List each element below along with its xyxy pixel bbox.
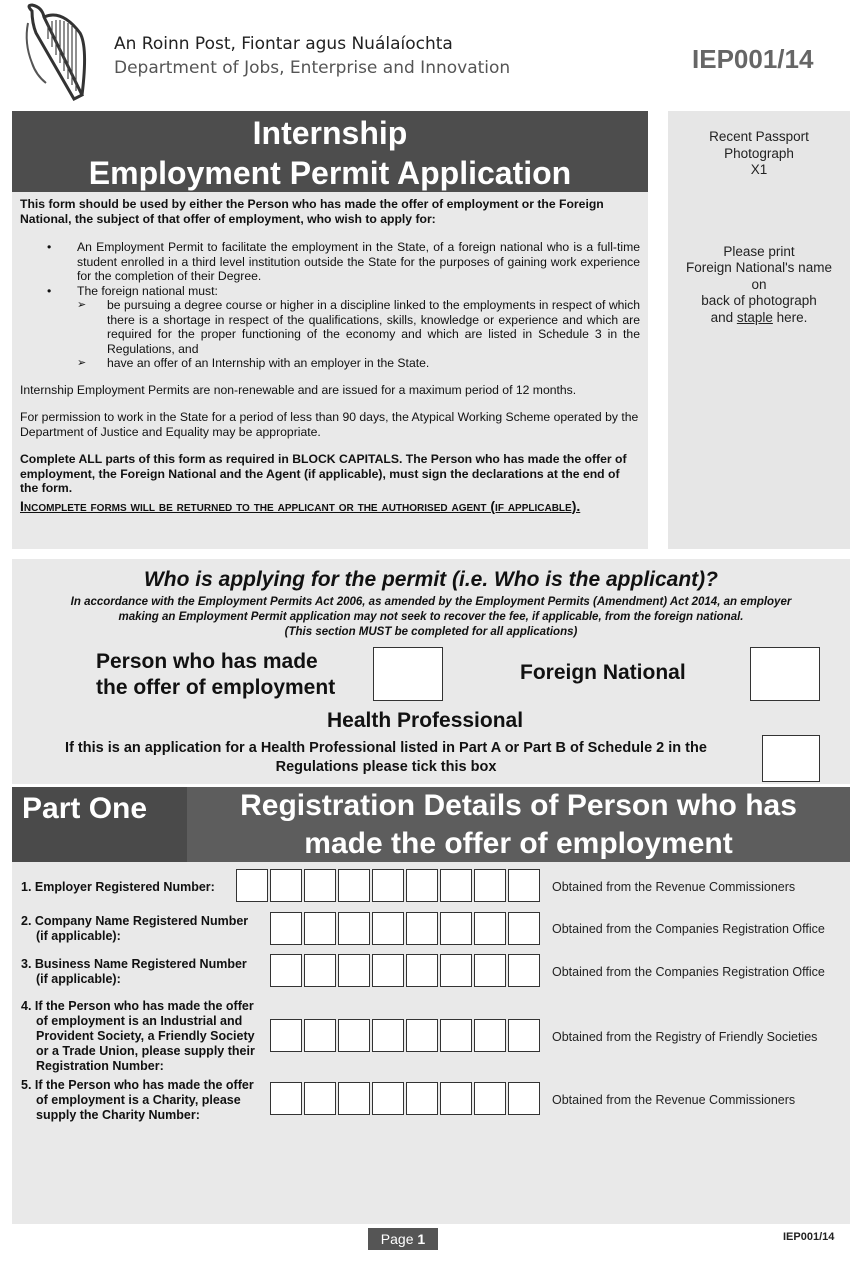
char-box[interactable]: [270, 912, 302, 945]
char-box[interactable]: [338, 1082, 370, 1115]
photo-instr-line4: back of photograph: [701, 293, 817, 308]
field-company-name-registered-number-label: [21, 914, 248, 944]
char-box[interactable]: [508, 869, 540, 902]
char-box[interactable]: [508, 954, 540, 987]
field-label-text: 2. Company Name Registered Number: [21, 914, 249, 928]
applicant-section: [12, 559, 850, 784]
page-number: [368, 1228, 438, 1250]
footer-form-code: IEP001/14: [783, 1231, 835, 1243]
incomplete-forms-warning: [20, 498, 640, 515]
field-label-text: of employment is an Industrial and: [36, 1014, 243, 1028]
part-one-label: [12, 787, 187, 862]
char-box[interactable]: [270, 954, 302, 987]
passport-photo-box: [668, 111, 850, 549]
department-name-irish: An Roinn Post, Fiontar agus Nuálaíochta: [114, 34, 453, 54]
field-label-text: of employment is a Charity, please: [36, 1093, 241, 1107]
field-label-text: (if applicable):: [36, 972, 121, 986]
char-box[interactable]: [474, 954, 506, 987]
field-label-text: supply the Charity Number:: [36, 1108, 200, 1122]
option-person-label: [96, 649, 335, 701]
list-item: • The foreign national must:: [20, 284, 640, 299]
char-box[interactable]: [270, 1082, 302, 1115]
field-source-note: Obtained from the Companies Registration Office: [552, 965, 825, 979]
field-friendly-society-number-label: [21, 999, 255, 1074]
part-one-label-text: Part One: [22, 792, 148, 825]
char-box[interactable]: [406, 869, 438, 902]
photo-label-line2: Photograph: [724, 145, 794, 161]
form-title-line1: Internship: [252, 115, 408, 151]
applicant-subtext: [12, 595, 850, 640]
applicant-subtext-line2: making an Employment Permit application may not seek to recover the fee, if applicable, from the foreign national.: [118, 611, 744, 623]
field-label-text: (if applicable):: [36, 929, 121, 943]
char-box[interactable]: [508, 1019, 540, 1052]
field-source-note: Obtained from the Revenue Commissioners: [552, 880, 796, 894]
char-box[interactable]: [474, 1019, 506, 1052]
applicant-subtext-line1: In accordance with the Employment Permits Act 2006, as amended by the Employment Permits (Amendment) Act 2014, an employer: [70, 596, 792, 608]
char-box[interactable]: [440, 1019, 472, 1052]
option-person-label-line2: the offer of employment: [96, 676, 336, 699]
department-name-english: Department of Jobs, Enterprise and Innovation: [114, 58, 511, 78]
char-box[interactable]: [508, 912, 540, 945]
char-box[interactable]: [338, 869, 370, 902]
intro-panel: [12, 192, 648, 549]
char-box[interactable]: [304, 1019, 336, 1052]
form-title-line2: Employment Permit Application: [88, 155, 572, 191]
health-professional-note: [26, 739, 746, 777]
char-box[interactable]: [304, 1082, 336, 1115]
list-item: ➢ be pursuing a degree course or higher in a discipline linked to the employments in respect of which there is a shortage in respect of the qualifications, skills, knowledge or experience and which are required for the proper functioning of the economy and which are listed in Schedule 3 in the Regulations, and: [20, 298, 640, 356]
field-label-text: Registration Number:: [36, 1059, 164, 1073]
char-box[interactable]: [508, 1082, 540, 1115]
intro-para-non-renewable: Internship Employment Permits are non-renewable and are issued for a maximum period of 12 months.: [20, 382, 577, 397]
photo-instr-line1: Please print: [723, 243, 795, 259]
char-box[interactable]: [236, 869, 268, 902]
photo-instr-line2: Foreign National's name: [686, 260, 832, 275]
char-box[interactable]: [406, 912, 438, 945]
field-source-note: Obtained from the Registry of Friendly Societies: [552, 1030, 818, 1044]
char-box[interactable]: [270, 1019, 302, 1052]
page-label: Page: [380, 1231, 414, 1247]
field-label-text: 5. If the Person who has made the offer: [21, 1078, 254, 1092]
employer-registered-number-input[interactable]: [236, 869, 542, 902]
photo-instr-line3: on: [751, 276, 767, 292]
form-title: [12, 111, 648, 192]
intro-para-block-capitals: Complete ALL parts of this form as required in BLOCK CAPITALS. The Person who has made the offer of employment, the Foreign National and the Agent (if applicable), must sign the declarations at the end of the form.: [20, 452, 627, 495]
char-box[interactable]: [304, 869, 336, 902]
char-box[interactable]: [406, 1082, 438, 1115]
char-box[interactable]: [372, 1019, 404, 1052]
char-box[interactable]: [372, 954, 404, 987]
field-label-text: 1. Employer Registered Number:: [21, 880, 215, 894]
charity-number-input[interactable]: [270, 1082, 542, 1115]
char-box[interactable]: [372, 1082, 404, 1115]
field-employer-registered-number-label: [21, 880, 215, 895]
harp-logo: [22, 3, 90, 101]
part-one-title: [187, 787, 850, 862]
field-business-name-registered-number-label: [21, 957, 247, 987]
friendly-society-number-input[interactable]: [270, 1019, 542, 1052]
photo-instr-line5: [668, 310, 850, 327]
photo-instr-staple: staple: [736, 309, 773, 325]
field-source-note: Obtained from the Revenue Commissioners: [552, 1093, 796, 1107]
char-box[interactable]: [338, 954, 370, 987]
char-box[interactable]: [372, 869, 404, 902]
char-box[interactable]: [440, 954, 472, 987]
part-one-title-line1: Registration Details of Person who has: [240, 789, 797, 822]
company-registered-number-input[interactable]: [270, 912, 542, 945]
char-box[interactable]: [440, 912, 472, 945]
part-one-title-line2: made the offer of employment: [304, 827, 733, 860]
photo-label-line3: X1: [750, 162, 768, 177]
photo-label-line1: Recent Passport: [709, 129, 809, 144]
health-professional-label: Health Professional: [327, 709, 524, 732]
char-box[interactable]: [338, 912, 370, 945]
char-box[interactable]: [440, 869, 472, 902]
char-box[interactable]: [338, 1019, 370, 1052]
health-note-line1: If this is an application for a Health Professional listed in Part A or Part B of Schedule 2 in the: [65, 740, 707, 756]
applicant-subtext-line3: (This section MUST be completed for all applications): [284, 626, 578, 638]
field-source-note: Obtained from the Companies Registration Office: [552, 922, 825, 936]
field-label-text: or a Trade Union, please supply their: [36, 1044, 255, 1058]
field-charity-number-label: [21, 1078, 254, 1123]
option-person-label-line1: Person who has made: [96, 650, 318, 673]
char-box[interactable]: [440, 1082, 472, 1115]
photo-instr-here: here.: [772, 309, 808, 325]
person-offer-checkbox[interactable]: [373, 647, 443, 701]
eligibility-list: [20, 240, 640, 371]
field-label-text: 4. If the Person who has made the offer: [21, 999, 254, 1013]
char-box[interactable]: [270, 869, 302, 902]
health-note-line2: Regulations please tick this box: [275, 759, 497, 775]
applicant-heading: Who is applying for the permit (i.e. Who is the applicant)?: [143, 568, 718, 591]
char-box[interactable]: [304, 912, 336, 945]
char-box[interactable]: [474, 869, 506, 902]
char-box[interactable]: [304, 954, 336, 987]
health-professional-checkbox[interactable]: [762, 735, 820, 782]
field-label-text: 3. Business Name Registered Number: [21, 957, 247, 971]
list-item: • An Employment Permit to facilitate the employment in the State, of a foreign national who is a full-time student enrolled in a third level institution outside the State for the purposes of gaining work experience for the completion of their Degree.: [20, 240, 640, 284]
field-label-text: Provident Society, a Friendly Society: [36, 1029, 255, 1043]
intro-para-atypical: For permission to work in the State for a period of less than 90 days, the Atypical Working Scheme operated by the Department of Justice and Equality may be appropriate.: [20, 410, 639, 439]
page-number-value: 1: [417, 1231, 426, 1247]
foreign-national-checkbox[interactable]: [750, 647, 820, 701]
char-box[interactable]: [474, 1082, 506, 1115]
business-registered-number-input[interactable]: [270, 954, 542, 987]
char-box[interactable]: [406, 1019, 438, 1052]
photo-instr-and: and: [710, 309, 737, 325]
form-code: IEP001/14: [692, 44, 814, 74]
char-box[interactable]: [474, 912, 506, 945]
char-box[interactable]: [372, 912, 404, 945]
char-box[interactable]: [406, 954, 438, 987]
list-item: ➢ have an offer of an Internship with an employer in the State.: [20, 356, 640, 371]
option-foreign-label: Foreign National: [520, 661, 686, 684]
incomplete-forms-warning-text: Incomplete forms will be returned to the applicant or the authorised agent (if applicable).: [20, 497, 581, 514]
intro-lead: This form should be used by either the Person who has made the offer of employment or the Foreign National, the subject of that offer of employment, who wish to apply for:: [20, 197, 604, 226]
